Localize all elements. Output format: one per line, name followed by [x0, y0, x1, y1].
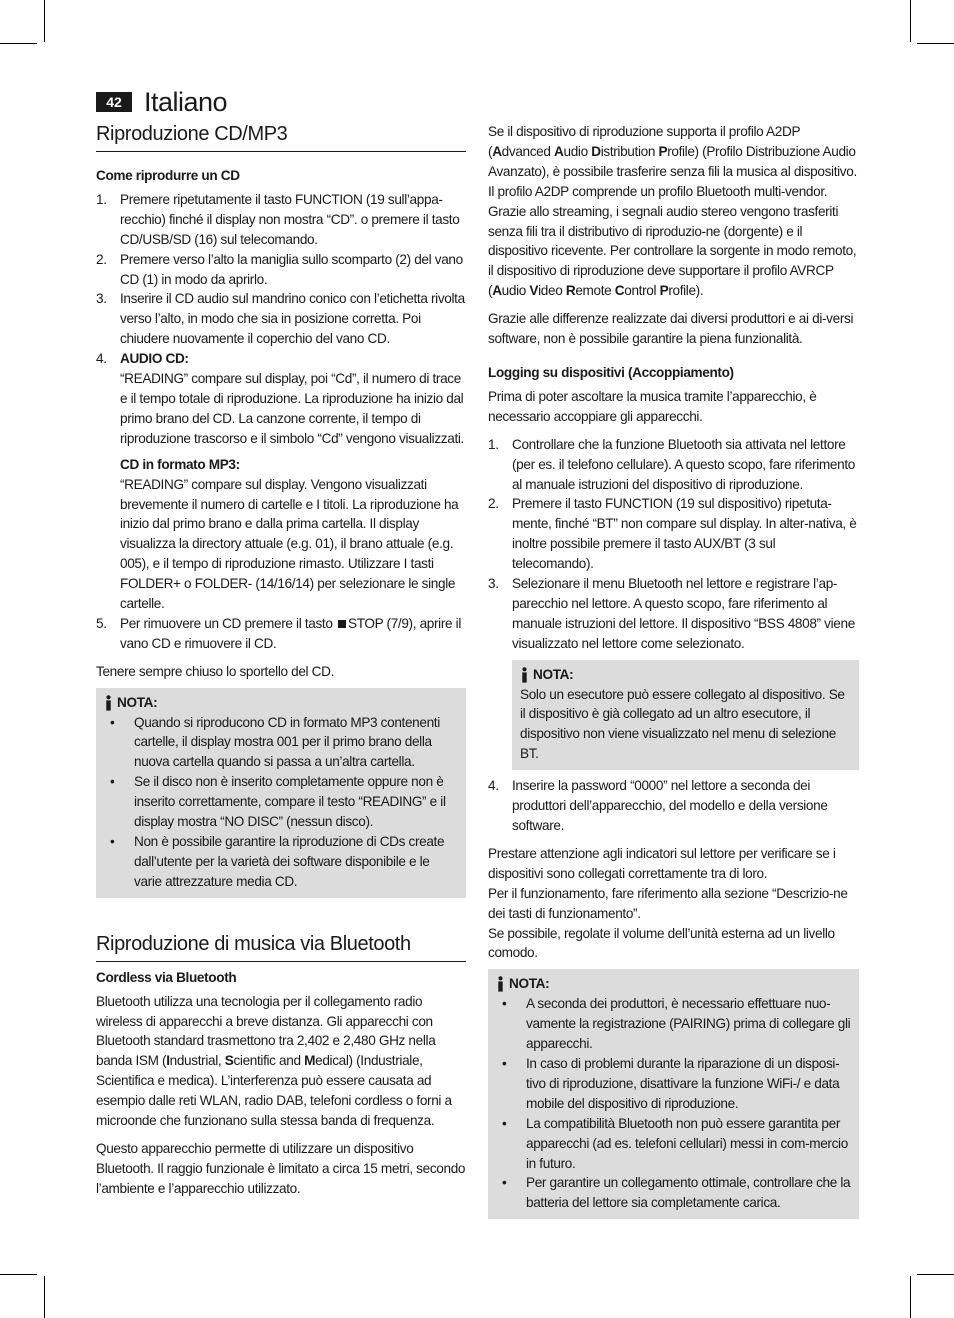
list-item: 1. Controllare che la funzione Bluetooth sia attivata nel lettore (per es. il telefono cellulare). A questo scopo, fare riferimento al manuale istruzioni del dispositivo di riproduzione. — [488, 436, 855, 492]
list-item: 5. Per rimuovere un CD premere il tasto STOP (7/9), aprire il vano CD e rimuovere il CD. — [96, 615, 462, 651]
crop-mark — [910, 0, 911, 42]
list-item: 2. Premere verso l’alto la maniglia sullo scomparto (2) del vano CD (1) in modo da aprirlo. — [96, 251, 463, 287]
crop-mark — [917, 43, 954, 44]
note-box-bluetooth — [488, 969, 859, 1219]
info-icon — [496, 976, 505, 992]
section-title-cd: Riproduzione CD/MP3 — [96, 120, 466, 152]
cordless-paragraph-2: Questo apparecchio permette di utilizzare un dispositivo Bluetooth. Il raggio funzionale è limitato a circa 15 metri, secondo l’ambiente e l’apparecchio utilizzato. — [96, 1140, 466, 1196]
note-box-cd — [96, 688, 466, 898]
list-item: 1. Premere ripetutamente il tasto FUNCTION (19 sull’appa-recchio) finché il display non mostra “CD”. o premere il tasto CD/USB/SD (16) sul telecomando. — [96, 191, 460, 247]
note-box-pairing — [512, 660, 859, 771]
list-item: • Quando si riproducono CD in formato MP3 contenenti cartelle, il display mostra 001 per il primo brano della nuova cartella quando si passa a un’altra cartella. — [110, 714, 440, 770]
pairing-step-4-list — [488, 776, 859, 836]
stop-icon — [338, 620, 346, 628]
list-item: • Non è possibile garantire la riproduzione di CDs create dall’utente per la varietà dei software disponibile e le varie attrezzature media CD. — [110, 834, 445, 889]
subsection-title-cordless: Cordless via Bluetooth — [96, 969, 237, 985]
crop-mark — [910, 1276, 911, 1318]
list-item: • La compatibilità Bluetooth non può essere garantita per apparecchi (ad es. telefoni cellulari) messi in com-mercio in futuro. — [502, 1115, 848, 1171]
volume-paragraph: Se possibile, regolate il volume dell’unità esterna ad un livello comodo. — [488, 925, 835, 961]
inner-note-wrapper — [488, 660, 859, 771]
a2dp-paragraph: Se il dispositivo di riproduzione supporta il profilo A2DP (Advanced Audio Distribution Profile) (Profilo Distribuzione Audio Avanzato), è possibile trasferire senza fili la musica al dispositivo. Il profilo A2DP comprende un profilo Bluetooth multi-vendor. Grazie allo streaming, i segnali audio stereo vengono trasferiti senza fili tra il distributivo di riproduzio-ne (dorgente) e il dispositivo ricevente. Per controllare la sorgente in modo remoto, il dispositivo di riproduzione deve supportare il profilo AVRCP (Audio Video Remote Control Profile). — [488, 124, 857, 299]
info-icon — [104, 695, 113, 711]
pairing-steps-list — [488, 435, 859, 654]
list-item: 3. Selezionare il menu Bluetooth nel lettore e registrare l’ap-parecchio nel lettore. A questo scopo, fare riferimento al manuale istruzioni del lettore. Il dispositivo “BSS 4808” viene visualizzato nel lettore come selezionato. — [488, 576, 855, 651]
left-column — [96, 120, 466, 1199]
note-header: NOTA: — [520, 665, 851, 685]
crop-mark — [0, 1274, 37, 1275]
reference-paragraph: Per il funzionamento, fare riferimento alla sezione “Descrizio-ne dei tasti di funzionamento”. — [488, 885, 848, 921]
mp3-cd-text: “READING” compare sul display. Vengono visualizzati brevemente il numero di cartelle e I titoli. La riproduzione ha inizio dal primo brano e dalla prima cartella. Il display visualizza la directory attuale (e.g. 01), il brano attuale (e.g. 005), e il tempo di riproduzione rimasto. Utilizzare I tasti FOLDER+ o FOLDER- (14/16/14) per selezionare le single cartelle. — [120, 476, 459, 612]
list-item: 4. Inserire la password “0000” nel lettore a seconda dei produttori dell’apparecchio, del modello e della versione software. — [488, 778, 828, 833]
section-title-bluetooth: Riproduzione di musica via Bluetooth — [96, 930, 466, 962]
cd-closing-text: Tenere sempre chiuso lo sportello del CD. — [96, 663, 335, 679]
inner-note-text: Solo un esecutore può essere collegato al dispositivo. Se il dispositivo è già collegato ad un altro esecutore, il dispositivo non viene visualizzato nel menu di selezione BT. — [520, 686, 845, 762]
list-item: 3. Inserire il CD audio sul mandrino conico con l’etichetta rivolta verso l’alto, in modo che sia in posizione corretta. Poi chiudere nuovamente il coperchio del vano CD. — [96, 291, 465, 347]
note-header: NOTA: — [104, 693, 458, 713]
right-column — [488, 122, 859, 1219]
crop-mark — [917, 1274, 954, 1275]
cordless-paragraph-1: Bluetooth utilizza una tecnologia per il collegamento radio wireless di apparecchi a breve distanza. Gli apparecchi con Bluetooth standard trasmettono tra 2,402 e 2,480 GHz nella banda ISM (Industrial, Scientific and Medical) (Industriale, Scientifica e medica). L’interferenza può essere causata ad esempio dalle reti WLAN, radio DAB, telefoni cordless o forni a microonde che funzionano sulla stessa banda di frequenza. — [96, 993, 452, 1129]
note-header: NOTA: — [496, 974, 851, 994]
info-icon — [520, 667, 529, 683]
audio-cd-label: AUDIO CD: — [120, 351, 189, 367]
attention-paragraph: Prestare attenzione agli indicatori sul lettore per verificare se i dispositivi sono collegati correttamente tra di loro. — [488, 845, 836, 881]
subsection-title-logging: Logging su dispositivi (Accoppiamento) — [488, 364, 734, 380]
logging-intro: Prima di poter ascoltare la musica tramite l’apparecchio, è necessario accoppiare gli apparecchi. — [488, 388, 817, 424]
page-number: 42 — [96, 92, 132, 112]
mp3-cd-label: CD in formato MP3: — [120, 456, 240, 472]
crop-mark — [0, 43, 37, 44]
crop-mark — [44, 0, 45, 42]
differences-paragraph: Grazie alle differenze realizzate dai diversi produttori e ai di-versi software, non è possibile garantire la piena funzionalità. — [488, 311, 854, 347]
list-item: • In caso di problemi durante la riparazione di un disposi-tivo di riproduzione, disattivare la funzione WiFi-/ e data mobile del dispositivo di riproduzione. — [502, 1055, 840, 1111]
list-item: 4. AUDIO CD: “READING” compare sul display, poi “Cd”, il numero di trace e il tempo totale di riproduzione. La riproduzione ha inizio dal primo brano del CD. La canzone corrente, il tempo di riproduzione trascorso e il simbolo “Cd” vengono visualizzati. CD in formato MP3: “READING” compare sul display. Vengono visualizzati brevemente il numero di cartelle e I titoli. La riproduzione ha inizio dal primo brano e dalla prima cartella. Il display visualizza la directory attuale (e.g. 01), il brano attuale (e.g. 005), e il tempo di riproduzione rimasto. Utilizzare I tasti FOLDER+ o FOLDER- (14/16/14) per selezionare le single cartelle. — [96, 349, 466, 614]
audio-cd-text: “READING” compare sul display, poi “Cd”, il numero di trace e il tempo totale di riproduzione. La riproduzione ha inizio dal primo brano del CD. La canzone corrente, il tempo di riproduzione trascorso e il simbolo “Cd” vengono visualizzati. — [120, 371, 464, 446]
crop-mark — [44, 1276, 45, 1318]
list-item: • A seconda dei produttori, è necessario effettuare nuo-vamente la registrazione (PAIRING) prima di collegare gli apparecchi. — [502, 996, 851, 1052]
cd-steps-list — [96, 190, 466, 654]
list-item: • Per garantire un collegamento ottimale, controllare che la batteria del lettore sia completamente carica. — [502, 1175, 851, 1211]
note-list — [104, 713, 458, 892]
list-item: 2. Premere il tasto FUNCTION (19 sul dispositivo) ripetuta-mente, finché “BT” non compare sul display. In alter-nativa, è inoltre possibile premere il tasto AUX/BT (3 sul telecomando). — [488, 496, 857, 572]
subsection-title-howto: Come riprodurre un CD — [96, 168, 240, 183]
note-list — [496, 994, 851, 1213]
language-title: Italiano — [144, 87, 228, 117]
list-item: • Se il disco non è inserito completamente oppure non è inserito correttamente, compare il testo “READING” e il display mostra “NO DISC” (nessun disco). — [110, 774, 446, 830]
